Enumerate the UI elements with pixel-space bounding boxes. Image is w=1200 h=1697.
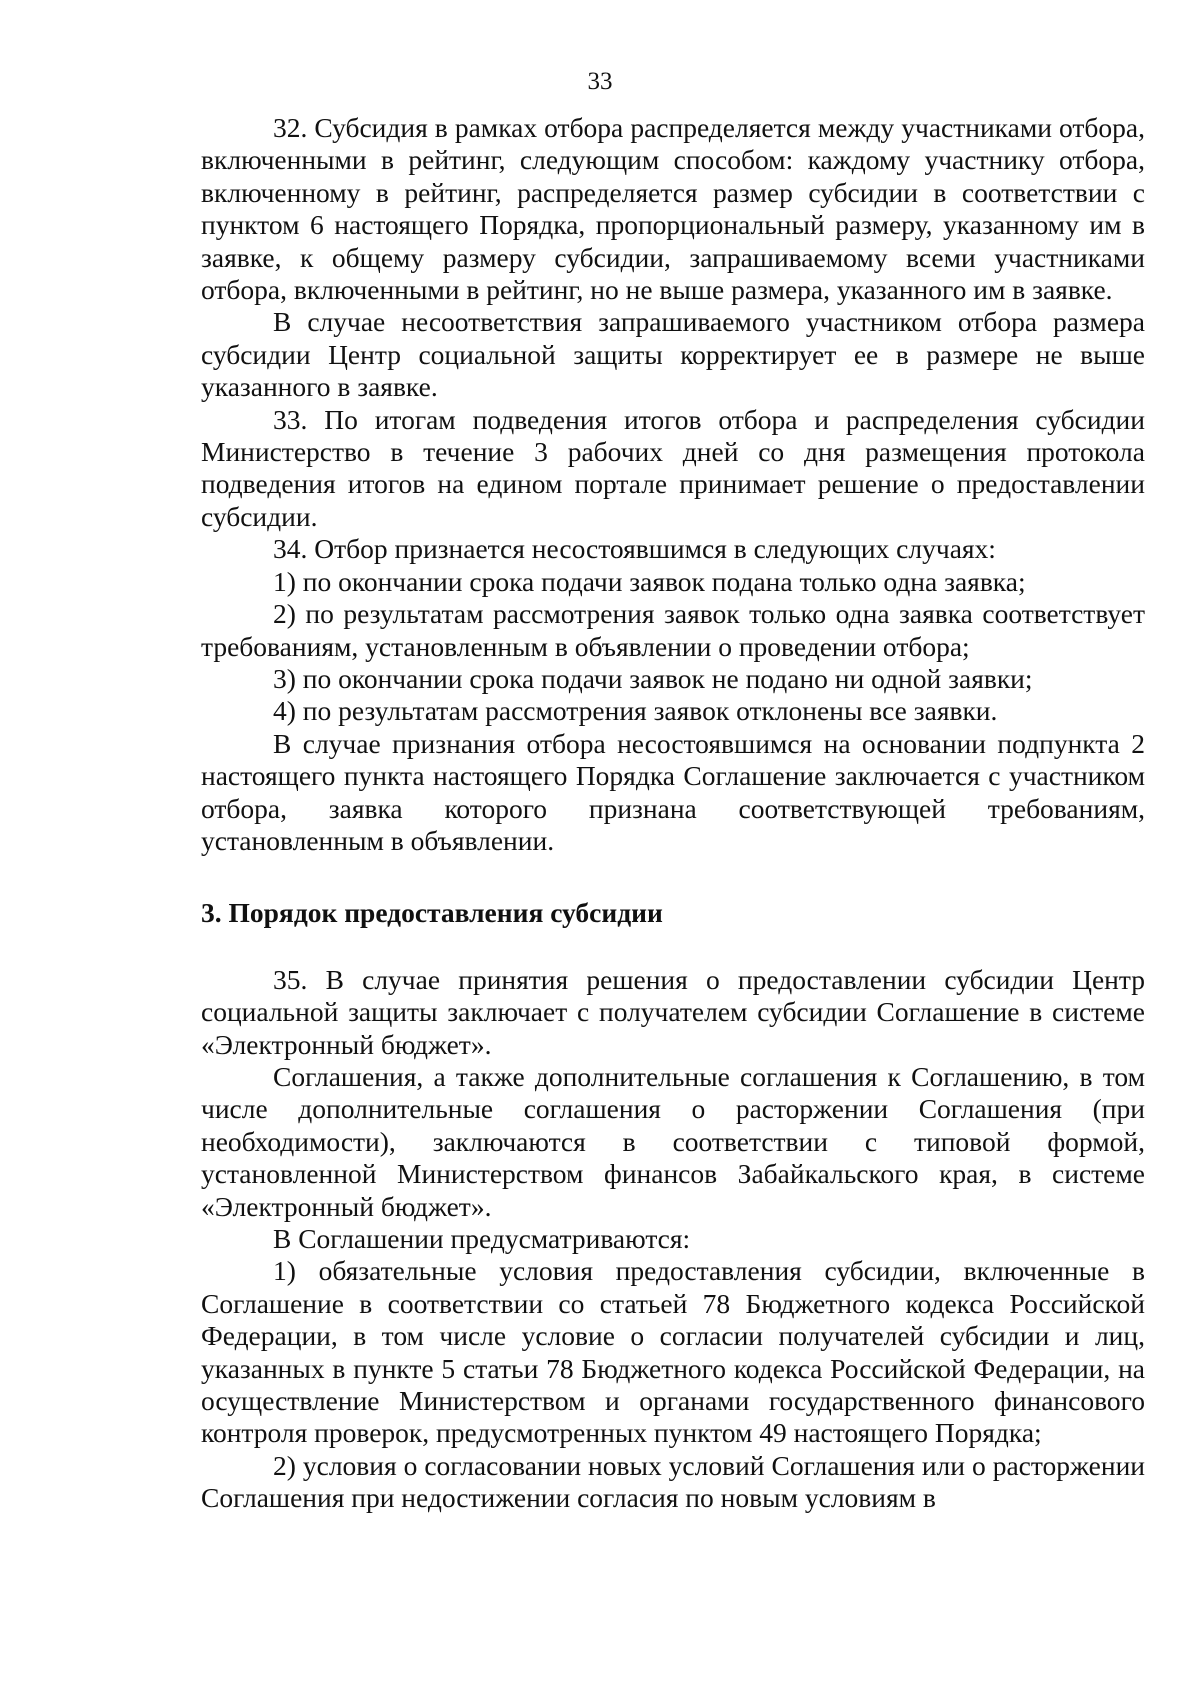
paragraph-32-correction: В случае несоответствия запрашиваемого участником отбора размера субсидии Центр социальной защиты корректирует ее в размере не выше указанного в заявке. bbox=[201, 306, 1145, 403]
paragraph-34-item-3: 3) по окончании срока подачи заявок не подано ни одной заявки; bbox=[273, 662, 1033, 694]
paragraph-35-item-1: 1) обязательные условия предоставления субсидии, включенные в Соглашение в соответствии со статьей 78 Бюджетного кодекса Российской Федерации, в том числе условие о согласии получателей субсидии и лиц, указанных в пункте 5 статьи 78 Бюджетного кодекса Российской Федерации, на осуществление Министерством и органами государственного финансового контроля проверок, предусмотренных пунктом 49 настоящего Порядка; bbox=[201, 1255, 1145, 1449]
paragraph-32: 32. Субсидия в рамках отбора распределяется между участниками отбора, включенными в рейтинг, следующим способом: каждому участнику отбора, включенному в рейтинг, распределяется размер субсидии в соответствии с пунктом 6 настоящего Порядка, пропорциональный размеру, указанному им в заявке, к общему размеру субсидии, запрашиваемому всеми участниками отбора, включенными в рейтинг, но не выше размера, указанного им в заявке. bbox=[201, 112, 1145, 306]
paragraph-34: 34. Отбор признается несостоявшимся в следующих случаях: bbox=[273, 533, 996, 565]
paragraph-34-note: В случае признания отбора несостоявшимся на основании подпункта 2 настоящего пункта настоящего Порядка Соглашение заключается с участником отбора, заявка которого признана соответствующей требованиям, установленным в объявлении. bbox=[201, 727, 1145, 856]
page-number: 33 bbox=[587, 68, 613, 95]
paragraph-34-item-2: 2) по результатам рассмотрения заявок только одна заявка соответствует требованиям, установленным в объявлении о проведении отбора; bbox=[201, 598, 1145, 662]
paragraph-34-item-4: 4) по результатам рассмотрения заявок отклонены все заявки. bbox=[273, 695, 998, 727]
paragraph-35-provisions: В Соглашении предусматриваются: bbox=[273, 1223, 691, 1254]
document-body bbox=[201, 112, 1145, 1515]
paragraph-35-agreements: Соглашения, а также дополнительные соглашения к Соглашению, в том числе дополнительные соглашения о расторжении Соглашения (при необходимости), заключаются в соответствии с типовой формой, установленной Министерством финансов Забайкальского края, в системе «Электронный бюджет». bbox=[201, 1060, 1145, 1222]
section-heading: 3. Порядок предоставления субсидии bbox=[201, 897, 663, 929]
paragraph-34-item-1: 1) по окончании срока подачи заявок подана только одна заявка; bbox=[273, 565, 1026, 597]
paragraph-35-item-2: 2) условия о согласовании новых условий Соглашения или о расторжении Соглашения при недостижении согласия по новым условиям в bbox=[201, 1449, 1145, 1514]
paragraph-35: 35. В случае принятия решения о предоставлении субсидии Центр социальной защиты заключает с получателем субсидии Соглашение в системе «Электронный бюджет». bbox=[201, 963, 1145, 1060]
paragraph-33: 33. По итогам подведения итогов отбора и распределения субсидии Министерство в течение 3 рабочих дней со дня размещения протокола подведения итогов на едином портале принимает решение о предоставлении субсидии. bbox=[201, 403, 1145, 532]
